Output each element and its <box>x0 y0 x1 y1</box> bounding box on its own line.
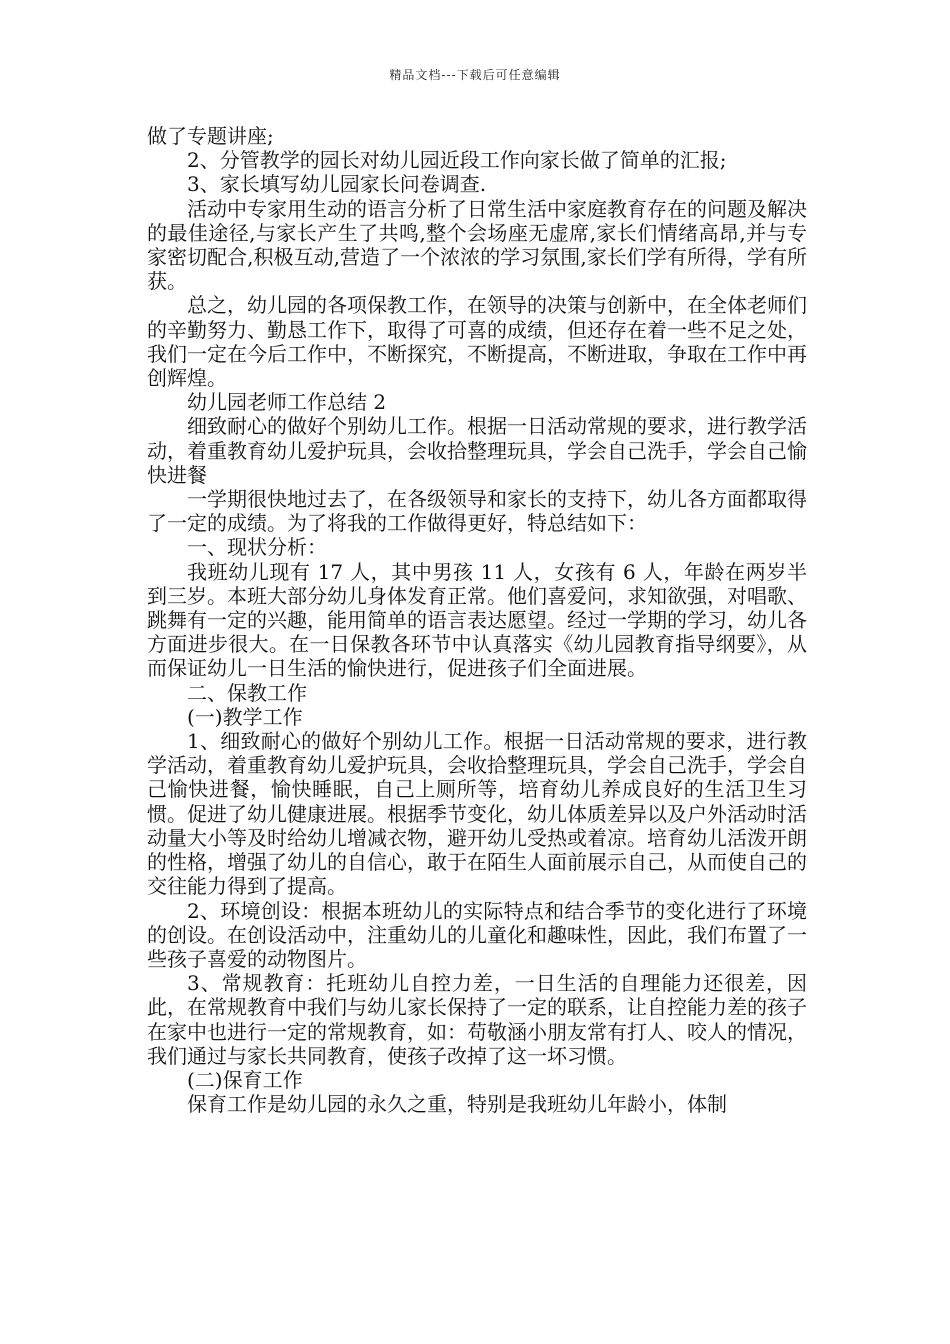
document-body <box>147 124 807 1116</box>
paragraph-10: 我班幼儿现有 17 人，其中男孩 11 人，女孩有 6 人，年龄在两岁半到三岁。本班大部分幼儿身体发育正常。他们喜爱问，求知欲强，对唱歌、跳舞有一定的兴趣，能用简单的语言表达愿望。经过一学期的学习，幼儿各方面进步很大。在一日保教各环节中认真落实《幼儿园教育指导纲要》，从而保证幼儿一日生活的愉快进行，促进孩子们全面进展。 <box>147 559 807 681</box>
heading-nursing-work: (二)保育工作 <box>187 1067 303 1092</box>
section-title-2: 幼儿园老师工作总结 2 <box>187 390 387 415</box>
paragraph-5: 总之，幼儿园的各项保教工作，在领导的决策与创新中，在全体老师们的辛勤努力、勤恳工作下，取得了可喜的成绩，但还存在着一些不足之处，我们一定在今后工作中，不断探究，不断提高，不断进取，争取在工作中再创辉煌。 <box>147 293 807 391</box>
paragraph-4: 活动中专家用生动的语言分析了日常生活中家庭教育存在的问题及解决的最佳途径,与家长产生了共鸣,整个会场座无虚席,家长们情绪高昂,并与专家密切配合,积极互动,营造了一个浓浓的学习氛围,家长们学有所得，学有所获。 <box>147 196 807 294</box>
paragraph-17: 保育工作是幼儿园的永久之重，特别是我班幼儿年龄小，体制 <box>187 1092 727 1117</box>
paragraph-8: 一学期很快地过去了，在各级领导和家长的支持下，幼儿各方面都取得了一定的成绩。为了将我的工作做得更好，特总结如下： <box>147 487 807 536</box>
paragraph-3: 3、家长填写幼儿园家长问卷调查. <box>187 172 487 197</box>
paragraph-1: 做了专题讲座; <box>147 124 274 148</box>
heading-care-education: 二、保教工作 <box>187 680 307 705</box>
page-header: 精品文档---下载后可任意编辑 <box>389 68 561 82</box>
paragraph-14: 2、环境创设：根据本班幼儿的实际特点和结合季节的变化进行了环境的创设。在创设活动中，注重幼儿的儿童化和趣味性，因此，我们布置了一些孩子喜爱的动物图片。 <box>147 898 807 971</box>
paragraph-13: 1、细致耐心的做好个别幼儿工作。根据一日活动常规的要求，进行教学活动，着重教育幼儿爱护玩具，会收拾整理玩具，学会自己洗手，学会自己愉快进餐，愉快睡眠，自己上厕所等，培育幼儿养成良好的生活卫生习惯。促进了幼儿健康进展。根据季节变化，幼儿体质差异以及户外活动时活动量大小等及时给幼儿增减衣物，避开幼儿受热或着凉。培育幼儿活泼开朗的性格，增强了幼儿的自信心，敢于在陌生人面前展示自己，从而使自己的交往能力得到了提高。 <box>147 729 807 899</box>
paragraph-2: 2、分管教学的园长对幼儿园近段工作向家长做了简单的汇报; <box>187 148 727 173</box>
heading-status-analysis: 一、现状分析： <box>187 535 327 560</box>
paragraph-7: 细致耐心的做好个别幼儿工作。根据一日活动常规的要求，进行教学活动，着重教育幼儿爱护玩具，会收拾整理玩具，学会自己洗手，学会自己愉快进餐 <box>147 414 807 487</box>
paragraph-15: 3、常规教育：托班幼儿自控力差，一日生活的自理能力还很差，因此，在常规教育中我们与幼儿家长保持了一定的联系，让自控能力差的孩子在家中也进行一定的常规教育，如：苟敬涵小朋友常有打人、咬人的情况，我们通过与家长共同教育，使孩子改掉了这一坏习惯。 <box>147 971 807 1068</box>
heading-teaching-work: (一)教学工作 <box>187 704 303 729</box>
